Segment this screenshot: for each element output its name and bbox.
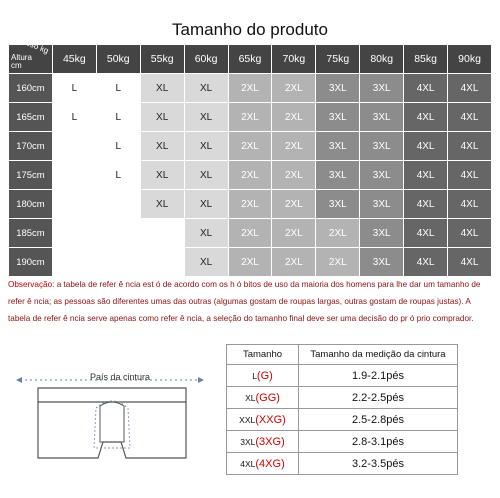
measure-column-header: Tamanho da medição da cintura [299,345,458,365]
waist-measure-cell: 2.5-2.8pés [299,409,458,431]
size-cell: XL [184,74,228,103]
weight-header-row [9,45,492,74]
size-cell: 2XL [272,103,316,132]
size-cell: 3XL [360,74,404,103]
size-cell [140,219,184,248]
size-cell: 4XL [404,103,448,132]
size-cell: 4XL [448,161,492,190]
waist-measure-cell: 2.8-3.1pés [299,431,458,453]
size-cell: L [52,74,96,103]
waist-label: País da cintura [90,372,151,382]
note-lead: Observação: [8,280,57,289]
size-cell: 2XL [272,190,316,219]
size-chart-grid [8,36,492,277]
size-cell [96,219,140,248]
size-cell: 2XL [272,132,316,161]
size-cell: 2XL [228,219,272,248]
size-cell: XL [184,161,228,190]
waist-size-table [226,344,458,475]
size-cell: 3XL [360,161,404,190]
weight-header-cell: 60kg [184,45,228,74]
size-cell: 2XL [316,219,360,248]
weight-axis-label: Peso kg [19,36,50,56]
size-cell: 2XL [272,161,316,190]
size-cell: XL [184,248,228,277]
size-chart-row [9,219,492,248]
size-cell: 2XL [228,132,272,161]
size-cell: L [96,74,140,103]
size-cell: XL [140,161,184,190]
size-alt-name: (GG) [255,391,280,404]
size-name-cell [227,431,299,453]
size-cell [96,190,140,219]
height-label-cell: 170cm [9,132,53,161]
size-cell: 3XL [316,190,360,219]
size-cell: XL [184,103,228,132]
height-label-cell: 185cm [9,219,53,248]
weight-header-cell: 75kg [316,45,360,74]
size-chart-row [9,161,492,190]
size-name: 4XL [240,458,256,469]
size-cell: L [96,132,140,161]
size-cell: 4XL [404,74,448,103]
size-cell: 4XL [448,248,492,277]
size-name-cell [227,387,299,409]
size-cell: 2XL [228,74,272,103]
size-cell: 2XL [228,161,272,190]
size-cell: 4XL [448,190,492,219]
size-cell [52,190,96,219]
size-cell: 3XL [316,74,360,103]
size-cell: 3XL [316,103,360,132]
size-name: XXL [239,414,256,425]
weight-header-cell: 90kg [448,45,492,74]
height-label-cell: 175cm [9,161,53,190]
size-cell: XL [184,190,228,219]
waist-size-row [227,431,458,453]
size-cell: 3XL [360,103,404,132]
height-axis-label: Altura cm [11,53,32,70]
size-cell: XL [184,132,228,161]
waist-measure-cell: 2.2-2.5pés [299,387,458,409]
waist-size-header-row [227,345,458,365]
size-cell: 3XL [360,190,404,219]
size-cell: 4XL [448,219,492,248]
size-chart-row [9,103,492,132]
size-alt-name: (4XG) [255,457,285,470]
weight-header-cell: 70kg [272,45,316,74]
height-label-cell: 190cm [9,248,53,277]
size-cell: 2XL [272,74,316,103]
size-cell: XL [140,103,184,132]
weight-header-cell: 45kg [52,45,96,74]
size-cell: 4XL [448,103,492,132]
size-chart-row [9,190,492,219]
waist-size-row [227,453,458,475]
size-cell: L [52,103,96,132]
size-alt-name: (XXG) [255,413,286,426]
waist-size-row [227,409,458,431]
size-cell [96,248,140,277]
size-cell: 2XL [272,219,316,248]
size-cell [140,248,184,277]
size-chart-row [9,74,492,103]
page-title: Tamanho do produto [172,20,328,39]
waist-measure-cell: 3.2-3.5pés [299,453,458,475]
size-cell [52,132,96,161]
size-name-cell [227,409,299,431]
size-cell: 3XL [316,132,360,161]
corner-cell [9,36,53,74]
height-label-cell: 160cm [9,74,53,103]
size-cell: XL [140,190,184,219]
size-cell: 4XL [404,248,448,277]
size-cell: XL [184,219,228,248]
size-name: XL [245,392,256,403]
size-cell: 2XL [228,248,272,277]
size-cell: XL [140,74,184,103]
size-cell [52,219,96,248]
size-cell: 2XL [316,248,360,277]
size-chart-row [9,248,492,277]
size-cell: L [96,103,140,132]
waist-size-row [227,365,458,387]
size-cell [52,161,96,190]
size-alt-name: (G) [256,369,273,382]
size-cell: XL [140,132,184,161]
size-cell: 4XL [448,74,492,103]
size-cell: 2XL [228,103,272,132]
size-chart-row [9,132,492,161]
size-alt-name: (3XG) [255,435,285,448]
weight-header-cell: 50kg [96,45,140,74]
note-text: a tabela de refer ê ncia est ó de acordo com os h ó bitos de uso da maioria dos homens para lhe dar um tamanho de refer ê ncia; as pessoas são diferentes umas das outras (algumas gostam de roupas largas, outras gostam de roupas justas). A tabela de refer ê ncia serve apenas como refer ê ncia, a seleção do tamanho final deve ser uma decisão do pr ó prio comprador. [8,280,481,323]
waist-measure-cell: 1.9-2.1pés [299,365,458,387]
waist-size-row [227,387,458,409]
weight-header-cell: 80kg [360,45,404,74]
size-cell: 4XL [404,132,448,161]
size-name-cell [227,453,299,475]
size-cell: 4XL [404,161,448,190]
weight-header-cell: 85kg [404,45,448,74]
size-cell: 3XL [360,132,404,161]
size-cell: 2XL [272,248,316,277]
size-name: 3XL [240,436,256,447]
size-cell: 4XL [404,190,448,219]
size-column-header: Tamanho [227,345,299,365]
size-name-cell [227,365,299,387]
size-cell: 3XL [316,161,360,190]
weight-header-cell: 65kg [228,45,272,74]
size-cell: L [96,161,140,190]
size-cell [52,248,96,277]
size-cell: 2XL [228,190,272,219]
size-cell: 3XL [360,219,404,248]
size-cell: 3XL [360,248,404,277]
height-label-cell: 165cm [9,103,53,132]
size-cell: 4XL [448,132,492,161]
size-cell: 4XL [404,219,448,248]
size-name: L [252,370,257,381]
observation-note [8,276,494,327]
height-label-cell: 180cm [9,190,53,219]
weight-header-cell: 55kg [140,45,184,74]
